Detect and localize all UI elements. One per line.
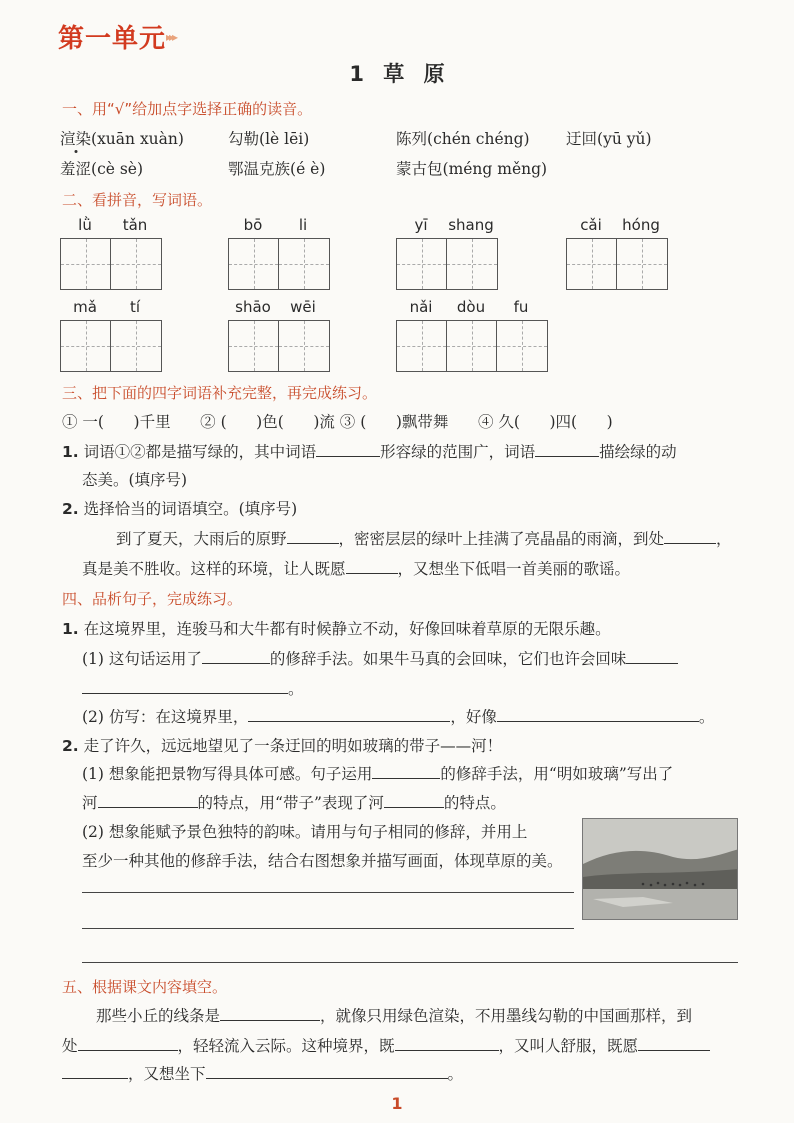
answer-blank[interactable]: [497, 708, 699, 722]
pinyin-group-4: [566, 216, 668, 290]
s3-q2: 2. 选择恰当的词语填空。(填序号): [62, 500, 298, 518]
s4-q1-1: (1) 这句话运用了 的修辞手法。如果牛马真的会回味，它们也许会回味: [82, 647, 678, 669]
section-3-heading: 三、把下面的四字词语补充完整，再完成练习。: [62, 384, 378, 402]
s3-passage-line1: 到了夏天，大雨后的原野 ，密密层层的绿叶上挂满了亮晶晶的雨滴，到处 ，: [116, 530, 732, 548]
answer-blank[interactable]: [287, 530, 339, 544]
pinyin: bō: [243, 216, 263, 234]
s4-q1-1-cont: 。: [82, 677, 304, 699]
s1-item-6: 鄂温克族(é è): [228, 160, 326, 178]
pinyin: tǎn: [122, 216, 148, 234]
s3-passage-line2: 真是美不胜收。这样的环境，让人既愿 ，又想坐下低唱一首美丽的歌谣。: [82, 560, 631, 578]
page-number: 1: [391, 1094, 403, 1113]
writing-line[interactable]: [82, 892, 574, 893]
lesson-title: 1 草 原: [349, 62, 445, 86]
s4-q1-2: (2) 仿写：在这境界里， ，好像 。: [82, 708, 715, 726]
idiom-list: ① 一( )千里 ② ( )色( )流 ③ ( )飘带舞 ④ 久( )四( ): [62, 413, 613, 431]
section-5-heading: 五、根据课文内容填空。: [62, 978, 228, 996]
pinyin: li: [298, 216, 308, 234]
pinyin: nǎi: [409, 298, 433, 316]
pinyin: hóng: [622, 216, 660, 234]
answer-blank[interactable]: [206, 1065, 448, 1079]
s1-item-7: 蒙古包(méng měng): [396, 160, 548, 178]
pinyin: fu: [513, 298, 529, 316]
writing-grid[interactable]: [228, 320, 330, 372]
pinyin: mǎ: [73, 298, 97, 316]
s1-item-2: 勾勒(lè lēi): [228, 130, 310, 148]
answer-blank[interactable]: [638, 1037, 710, 1051]
pinyin-group-2: [228, 216, 330, 290]
writing-grid[interactable]: [228, 238, 330, 290]
answer-blank[interactable]: [62, 1065, 128, 1079]
writing-grid[interactable]: [396, 238, 498, 290]
s4-q2-1: (1) 想象能把景物写得具体可感。句子运用 的修辞手法，用“明如玻璃”写出了: [82, 765, 674, 783]
answer-blank[interactable]: [384, 794, 444, 808]
s5-line1: 那些小丘的线条是 ，就像只用绿色渲染，不用墨线勾勒的中国画那样，到: [96, 1007, 693, 1025]
answer-blank[interactable]: [98, 794, 198, 808]
unit-title: 第一单元: [58, 24, 167, 54]
answer-blank[interactable]: [395, 1037, 499, 1051]
writing-grid[interactable]: [60, 320, 162, 372]
pinyin-group-7: [396, 298, 548, 372]
s1-item-4: 迂回(yū yǔ): [566, 130, 652, 148]
pinyin-group-3: [396, 216, 498, 290]
section-1-heading: 一、用“√”给加点字选择正确的读音。: [62, 100, 313, 118]
writing-grid[interactable]: [566, 238, 668, 290]
pinyin: shāo: [235, 298, 271, 316]
pinyin-group-6: [228, 298, 330, 372]
answer-blank[interactable]: [535, 443, 599, 457]
s5-line3: ，又想坐下 。: [62, 1062, 463, 1084]
pinyin: tí: [129, 298, 141, 316]
answer-blank[interactable]: [248, 708, 450, 722]
pinyin: lǜ: [78, 216, 92, 234]
writing-grid[interactable]: [396, 320, 548, 372]
s1-item-1: 渲染(xuān xuàn): [60, 130, 184, 148]
s1-item-3: 陈列(chén chéng): [396, 130, 530, 148]
s1-item-5: 羞涩(cè sè): [60, 160, 144, 178]
grassland-photo: [582, 818, 738, 920]
answer-blank[interactable]: [372, 765, 440, 779]
pinyin: cǎi: [580, 216, 602, 234]
answer-blank[interactable]: [316, 443, 380, 457]
s4-q2-1-cont: 河 的特点，用“带子”表现了河 的特点。: [82, 794, 506, 812]
answer-blank[interactable]: [78, 1037, 178, 1051]
pinyin-group-5: [60, 298, 162, 372]
answer-blank[interactable]: [346, 560, 398, 574]
section-4-heading: 四、品析句子，完成练习。: [62, 590, 243, 608]
section-2-heading: 二、看拼音，写词语。: [62, 191, 213, 209]
pinyin: dòu: [456, 298, 486, 316]
writing-line[interactable]: [82, 962, 738, 963]
pinyin: shang: [448, 216, 494, 234]
answer-blank[interactable]: [82, 680, 288, 694]
answer-blank[interactable]: [626, 650, 678, 664]
answer-blank[interactable]: [202, 650, 270, 664]
s3-q1-line1: 1. 词语①②都是描写绿的，其中词语 形容绿的范围广，词语 描绘绿的动: [62, 443, 677, 461]
grassland-photo-drawing: [583, 819, 738, 920]
s4-q2-2: (2) 想象能赋予景色独特的韵味。请用与句子相同的修辞，并用上: [82, 823, 528, 841]
s5-line2: 处 ，轻轻流入云际。这种境界，既 ，又叫人舒服，既愿: [62, 1034, 710, 1056]
writing-grid[interactable]: [60, 238, 162, 290]
s4-q2: 2. 走了许久，远远地望见了一条迂回的明如玻璃的带子——河！: [62, 737, 503, 755]
answer-blank[interactable]: [664, 530, 716, 544]
pinyin: yī: [414, 216, 428, 234]
s4-q1: 1. 在这境界里，连骏马和大牛都有时候静立不动，好像回味着草原的无限乐趣。: [62, 620, 611, 638]
s3-q1-line2: 态美。(填序号): [82, 471, 188, 489]
s4-q2-2-cont: 至少一种其他的修辞手法，结合右图想象并描写画面，体现草原的美。: [82, 852, 563, 870]
pinyin: wēi: [290, 298, 316, 316]
pinyin-group-1: [60, 216, 162, 290]
answer-blank[interactable]: [220, 1007, 320, 1021]
writing-line[interactable]: [82, 928, 574, 929]
unit-arrows-icon: ▸▸▸: [166, 30, 176, 44]
